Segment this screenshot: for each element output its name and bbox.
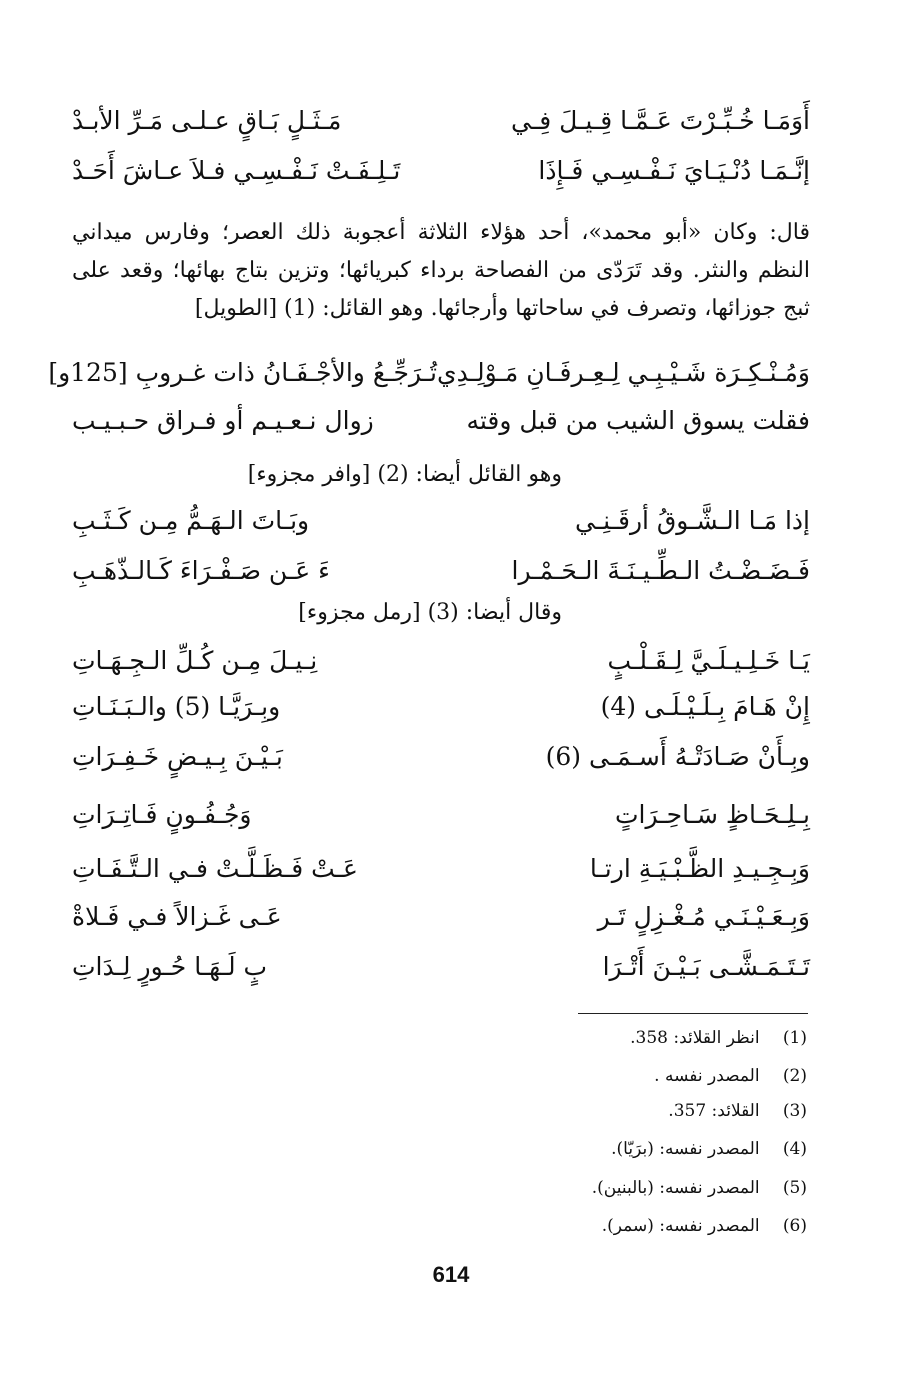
verse-line [72, 846, 810, 890]
footnote [654, 1066, 807, 1086]
verse-hemistich-right: إذا مَـا الـشَّـوقُ أرقَـنِـي [574, 505, 810, 535]
footnote-text: انظر القلائد: 358. [630, 1028, 760, 1048]
footnote-text: القلائد: 357. [668, 1101, 760, 1121]
verse-hemistich-right: يَـا خَـلِـيـلَـيَّ لِـقَـلْـبٍ [607, 645, 810, 675]
footnote [611, 1139, 807, 1159]
footnote-number: (1) [782, 1028, 807, 1048]
verse-line [72, 638, 810, 682]
verse-hemistich-right: وَمُـنْـكِـرَة شَـيْـبِـي لِـعِـرفَـانِ مَـوْلِـدِي [437, 357, 810, 387]
prose-paragraph: قال: وكان «أبو محمد»، أحد هؤلاء الثلاثة أعجوبة ذلك العصر؛ وفارس ميداني النظم والنثر. وقد تَرَدّى من الفصاحة برداء كبريائها؛ وتزين بتاج بهائها؛ وقعد على ثبج جوزائها، وتصرف في ساحاتها وأرجائها. وهو القائل: (1) [الطويل] [72, 220, 810, 321]
verse-hemistich-left: وبِـرَيَّـا (5) والـبَـنَـاتِ [72, 691, 281, 721]
verse-hemistich-left: عَـتْ فَـظَـلَّـتْ فـي الـتَّـفَـاتِ [72, 853, 358, 883]
verse-hemistich-left: عَـى غَـزالاً فـي فَـلاةْ [72, 901, 282, 931]
verse-hemistich-right: إنَّـمَـا دُنْـيَـايَ نَـفْـسِـي فَـإِذَا [538, 155, 810, 185]
page-number: 614 [432, 1262, 470, 1287]
verse-line [72, 894, 810, 938]
verse-hemistich-right: وبِـأَنْ صَـادَتْـهُ أَسـمَـى (6) [545, 741, 810, 771]
verse-hemistich-left: وبَـاتَ الـهَـمُّ مِـن كَـثَـبِ [72, 505, 310, 535]
footnote-number: (2) [782, 1066, 807, 1086]
verse-line [72, 398, 810, 442]
verse-hemistich-right: وَبِـجِـيـدِ الظَّـبْـيَـةِ ارتـا [589, 853, 810, 883]
footnote-text: المصدر نفسه: (برَيّا). [611, 1139, 760, 1159]
verse-hemistich-right: إِنْ هَـامَ بِـلَـيْـلَـى (4) [600, 691, 810, 721]
verse-line [72, 944, 810, 988]
footnote-text: المصدر نفسه: (سمر). [601, 1216, 760, 1236]
section-heading: وهو القائل أيضا: (2) [وافر مجزوء] [247, 462, 562, 487]
verse-hemistich-right: فَـضَـضْـتُ الـطِّـيـنَـةَ الـحَـمْـرا [511, 555, 810, 585]
verse-line [72, 792, 810, 836]
verse-line [72, 98, 810, 142]
section-heading: وقال أيضا: (3) [رمل مجزوء] [298, 600, 562, 625]
verse-hemistich-right: بِـلِـحَـاظٍ سَـاحِـرَاتٍ [615, 799, 810, 829]
verse-hemistich-left: زوال نـعـيـم أو فـراق حـبـيـب [72, 405, 374, 435]
footnote-number: (3) [782, 1101, 807, 1121]
verse-hemistich-left: بٍ لَـهَـا حُـورٍ لِـدَاتِ [72, 951, 268, 981]
footnote-number: (4) [782, 1139, 807, 1159]
verse-hemistich-left: تُـرَجِّـعُ والأجْـفَـانُ ذات غـروبِ [125و] [48, 357, 437, 387]
verse-line [48, 350, 810, 394]
verse-hemistich-left: وَجُـفُـونٍ فَـاتِـرَاتِ [72, 799, 252, 829]
verse-hemistich-right: فقلت يسوق الشيب من قبل وقته [466, 405, 810, 435]
verse-line [72, 498, 810, 542]
verse-hemistich-left: ءَ عَـن صَـفْـرَاءَ كَـالـذّهَـبِ [72, 555, 330, 585]
verse-line [72, 148, 810, 192]
verse-hemistich-right: وَبِـعَـيْـنَـي مُـغْـزِلٍ تَـر [597, 901, 810, 931]
verse-hemistich-left: بَـيْـنَ بِـيـضٍ خَـفِـرَاتِ [72, 741, 283, 771]
verse-hemistich-left: مَـثَـلٍ بَـاقٍ عـلـى مَـرِّ الأبـدْ [72, 105, 342, 135]
verse-hemistich-right: تَـتَـمَـشَّـى بَـيْـنَ أَتْـرَا [602, 951, 810, 981]
footnote-separator [578, 1013, 808, 1014]
verse-hemistich-left: تَـلِـفَـتْ نَـفْـسِـي فـلاَ عـاشَ أَحَـدْ [72, 155, 401, 185]
footnote [668, 1101, 807, 1121]
footnote-text: المصدر نفسه . [654, 1066, 760, 1086]
footnote [630, 1028, 807, 1048]
verse-line [72, 684, 810, 728]
verse-line [72, 548, 810, 592]
verse-hemistich-left: نِـيـلَ مِـن كُـلِّ الـجِـهَـاتِ [72, 645, 318, 675]
footnote-number: (5) [782, 1178, 807, 1198]
footnote-number: (6) [782, 1216, 807, 1236]
footnote-text: المصدر نفسه: (بالبنين). [591, 1178, 760, 1198]
footnote [592, 1178, 807, 1198]
footnote [602, 1216, 807, 1236]
verse-line [72, 734, 810, 778]
verse-hemistich-right: أَوَمَـا خُـبِّـرْتَ عَـمَّـا قِـيـلَ فِـي [511, 105, 810, 135]
